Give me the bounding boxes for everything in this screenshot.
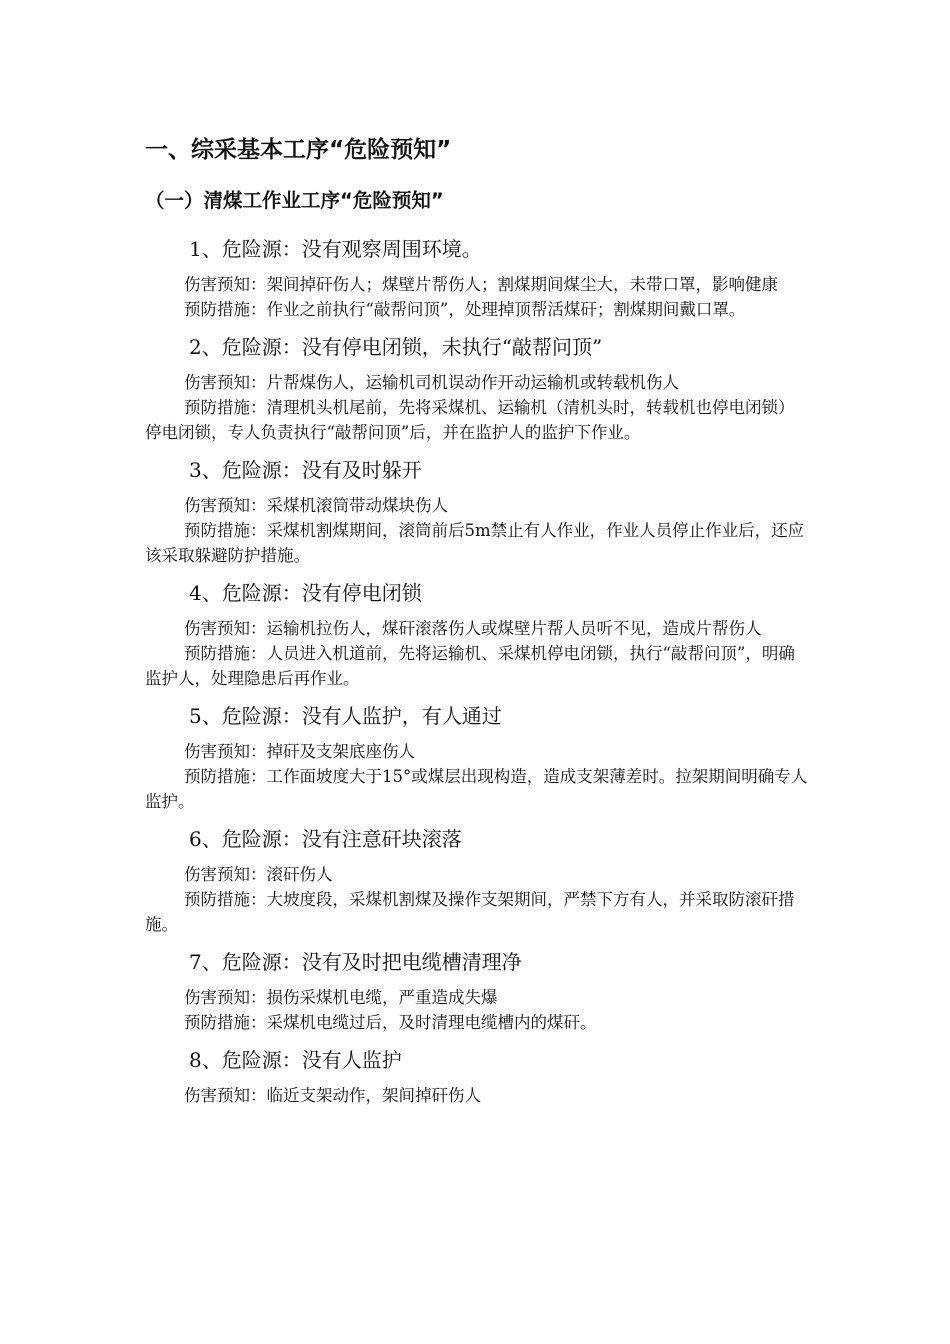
harm-prediction: 伤害预知：运输机拉伤人，煤矸滚落伤人或煤壁片帮人员听不见，造成片帮伤人 — [184, 619, 762, 638]
prevention-measure: 预防措施：工作面坡度大于15°或煤层出现构造，造成支架薄差时。拉架期间明确专人监护。 — [145, 767, 808, 811]
hazard-title: 2、危险源：没有停电闭锁，未执行“敲帮问顶” — [189, 335, 603, 359]
hazard-item — [145, 1045, 810, 1108]
prevention-measure: 预防措施：大坡度段，采煤机割煤及操作支架期间，严禁下方有人，并采取防滚矸措施。 — [145, 890, 795, 934]
hazard-title: 6、危险源：没有注意矸块滚落 — [189, 827, 462, 851]
prevention-measure: 预防措施：作业之前执行“敲帮问顶”，处理掉顶帮活煤矸；割煤期间戴口罩。 — [184, 300, 746, 319]
hazard-title: 3、危险源：没有及时躲开 — [189, 458, 422, 482]
harm-prediction: 伤害预知：临近支架动作，架间掉矸伤人 — [184, 1086, 481, 1105]
prevention-measure: 预防措施：采煤机电缆过后，及时清理电缆槽内的煤矸。 — [184, 1013, 597, 1032]
hazard-item — [145, 578, 810, 691]
hazard-item — [145, 701, 810, 814]
harm-prediction: 伤害预知：片帮煤伤人，运输机司机误动作开动运输机或转载机伤人 — [184, 373, 679, 392]
section-title: （一）清煤工作业工序“危险预知” — [145, 189, 444, 212]
harm-prediction: 伤害预知：采煤机滚筒带动煤块伤人 — [184, 496, 448, 515]
hazard-title: 5、危险源：没有人监护，有人通过 — [189, 704, 502, 728]
hazard-item — [145, 947, 810, 1035]
prevention-measure: 预防措施：人员进入机道前，先将运输机、采煤机停电闭锁，执行“敲帮问顶”，明确监护人，处理隐患后再作业。 — [145, 644, 795, 688]
hazard-title: 4、危险源：没有停电闭锁 — [189, 581, 422, 605]
hazard-item — [145, 455, 810, 568]
prevention-measure: 预防措施：采煤机割煤期间，滚筒前后5m禁止有人作业，作业人员停止作业后，还应该采取躲避防护措施。 — [145, 521, 805, 565]
prevention-measure: 预防措施：清理机头机尾前，先将采煤机、运输机（清机头时，转载机也停电闭锁）停电闭锁，专人负责执行“敲帮问顶”后，并在监护人的监护下作业。 — [145, 398, 795, 442]
hazard-title: 1、危险源：没有观察周围环境。 — [189, 237, 482, 261]
hazard-title: 7、危险源：没有及时把电缆槽清理净 — [189, 950, 522, 974]
document-page — [145, 132, 810, 1118]
hazard-title: 8、危险源：没有人监护 — [189, 1048, 402, 1072]
hazard-item — [145, 824, 810, 937]
harm-prediction: 伤害预知：架间掉矸伤人；煤壁片帮伤人；割煤期间煤尘大，未带口罩，影响健康 — [184, 275, 778, 294]
hazard-item — [145, 332, 810, 445]
harm-prediction: 伤害预知：损伤采煤机电缆，严重造成失爆 — [184, 988, 498, 1007]
harm-prediction: 伤害预知：滚矸伤人 — [184, 865, 333, 884]
harm-prediction: 伤害预知：掉矸及支架底座伤人 — [184, 742, 415, 761]
document-title: 一、综采基本工序“危险预知” — [145, 137, 452, 163]
hazard-item — [145, 234, 810, 322]
